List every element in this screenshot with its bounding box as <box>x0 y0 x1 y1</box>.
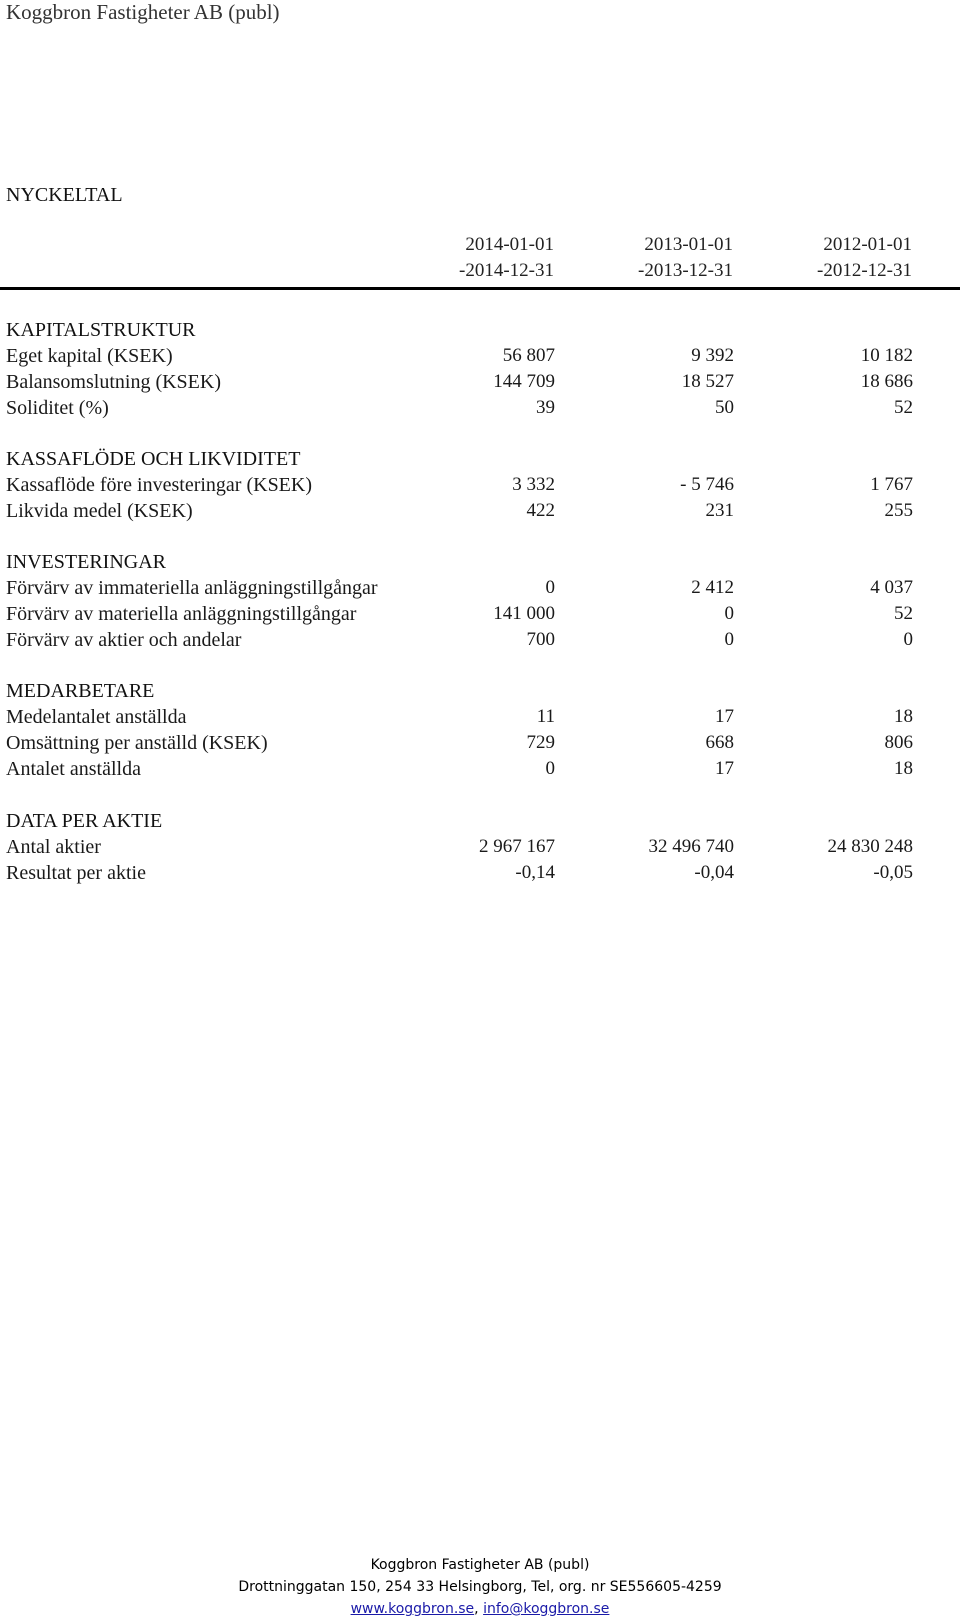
value-2012: -0,05 <box>873 862 913 883</box>
table-row <box>0 575 960 601</box>
company-header: Koggbron Fastigheter AB (publ) <box>6 0 280 24</box>
header-divider <box>0 287 960 290</box>
row-label: Antalet anställda <box>6 758 141 780</box>
value-2014: 11 <box>536 706 555 727</box>
period-end: -2013-12-31 <box>638 260 733 281</box>
period-end: -2014-12-31 <box>459 260 554 281</box>
value-2014: 2 967 167 <box>479 836 555 857</box>
value-2013: 50 <box>715 397 734 418</box>
row-label: Omsättning per anställd (KSEK) <box>6 732 268 754</box>
value-2014: 700 <box>526 629 555 650</box>
period-column-2014 <box>354 232 554 284</box>
group-title-kassaflode: KASSAFLÖDE OCH LIKVIDITET <box>6 448 301 470</box>
value-2014: 3 332 <box>512 474 555 495</box>
value-2012: 10 182 <box>860 345 913 366</box>
table-row <box>0 704 960 730</box>
table-row <box>0 343 960 369</box>
row-label: Förvärv av immateriella anläggningstillgångar <box>6 577 378 599</box>
row-label: Eget kapital (KSEK) <box>6 345 173 367</box>
value-2012: 52 <box>894 603 913 624</box>
value-2013: 0 <box>724 629 734 650</box>
website-link[interactable]: www.koggbron.se <box>350 1601 475 1617</box>
period-start: 2013-01-01 <box>644 234 733 255</box>
row-label: Antal aktier <box>6 836 101 858</box>
value-2012: 18 <box>894 758 913 779</box>
footer-company: Koggbron Fastigheter AB (publ) <box>370 1557 590 1573</box>
value-2013: 18 527 <box>681 371 734 392</box>
period-column-2013 <box>533 232 733 284</box>
row-label: Medelantalet anställda <box>6 706 187 728</box>
table-row <box>0 472 960 498</box>
value-2012: 1 767 <box>870 474 913 495</box>
group-title-investeringar: INVESTERINGAR <box>6 551 166 573</box>
value-2012: 4 037 <box>870 577 913 598</box>
period-end: -2012-12-31 <box>817 260 912 281</box>
value-2014: 729 <box>526 732 555 753</box>
table-row <box>0 730 960 756</box>
table-row <box>0 860 960 886</box>
row-label: Förvärv av materiella anläggningstillgångar <box>6 603 357 625</box>
value-2013: 231 <box>705 500 734 521</box>
value-2014: 144 709 <box>493 371 555 392</box>
value-2012: 806 <box>884 732 913 753</box>
row-label: Soliditet (%) <box>6 397 109 419</box>
value-2012: 52 <box>894 397 913 418</box>
row-label: Förvärv av aktier och andelar <box>6 629 242 651</box>
table-row <box>0 756 960 782</box>
table-row <box>0 369 960 395</box>
value-2014: 422 <box>526 500 555 521</box>
period-start: 2014-01-01 <box>465 234 554 255</box>
value-2013: - 5 746 <box>680 474 734 495</box>
value-2012: 255 <box>884 500 913 521</box>
value-2012: 18 686 <box>860 371 913 392</box>
value-2013: 32 496 740 <box>648 836 734 857</box>
period-start: 2012-01-01 <box>823 234 912 255</box>
table-row <box>0 498 960 524</box>
row-label: Likvida medel (KSEK) <box>6 500 193 522</box>
value-2014: 56 807 <box>502 345 555 366</box>
value-2014: 141 000 <box>493 603 555 624</box>
value-2013: 0 <box>724 603 734 624</box>
row-label: Kassaflöde före investeringar (KSEK) <box>6 474 313 496</box>
group-title-kapitalstruktur: KAPITALSTRUKTUR <box>6 319 196 341</box>
value-2013: 17 <box>715 758 734 779</box>
value-2013: -0,04 <box>694 862 734 883</box>
value-2014: 39 <box>536 397 555 418</box>
value-2013: 2 412 <box>691 577 734 598</box>
footer-address: Drottninggatan 150, 254 33 Helsingborg, Tel, org. nr SE556605-4259 <box>238 1579 722 1595</box>
table-row <box>0 601 960 627</box>
value-2014: 0 <box>545 758 555 779</box>
group-title-medarbetare: MEDARBETARE <box>6 680 155 702</box>
value-2012: 0 <box>903 629 913 650</box>
section-title: NYCKELTAL <box>6 184 123 206</box>
value-2014: 0 <box>545 577 555 598</box>
period-column-2012 <box>712 232 912 284</box>
value-2012: 24 830 248 <box>827 836 913 857</box>
footer-contact <box>0 1598 960 1620</box>
footer-separator: , <box>474 1601 484 1617</box>
row-label: Balansomslutning (KSEK) <box>6 371 221 393</box>
table-row <box>0 395 960 421</box>
value-2013: 668 <box>705 732 734 753</box>
table-row <box>0 627 960 653</box>
email-link[interactable]: info@koggbron.se <box>483 1601 610 1617</box>
value-2014: -0,14 <box>515 862 555 883</box>
value-2013: 9 392 <box>691 345 734 366</box>
table-row <box>0 834 960 860</box>
group-title-data-per-aktie: DATA PER AKTIE <box>6 810 163 832</box>
value-2012: 18 <box>894 706 913 727</box>
row-label: Resultat per aktie <box>6 862 146 884</box>
value-2013: 17 <box>715 706 734 727</box>
